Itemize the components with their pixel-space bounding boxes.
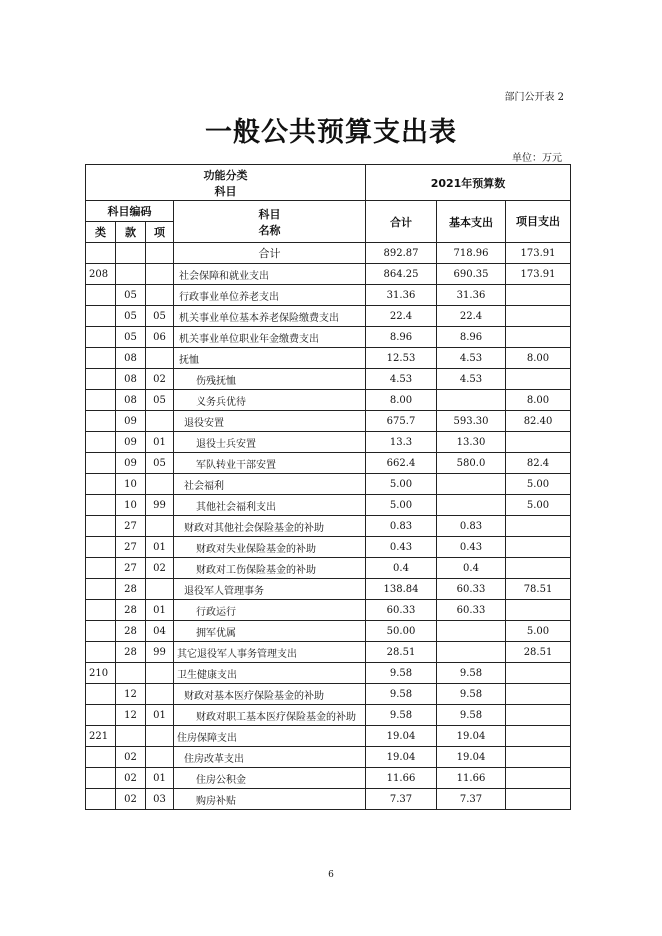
project-cell [506,285,571,306]
kuan-cell: 12 [116,705,146,726]
budget-year-header: 2021年预算数 [366,165,571,201]
lei-header: 类 [86,222,116,243]
xiang-cell: 01 [146,432,174,453]
lei-cell [86,600,116,621]
basic-cell: 9.58 [437,663,506,684]
total-cell: 4.53 [366,369,437,390]
lei-cell [86,495,116,516]
subject-name-line1: 科目 [258,207,281,221]
basic-cell: 690.35 [437,264,506,285]
page-title: 一般公共预算支出表 [205,117,457,148]
xiang-cell [146,516,174,537]
subject-name-cell: 其它退役军人事务管理支出 [174,642,366,663]
xiang-cell [146,474,174,495]
basic-cell: 4.53 [437,369,506,390]
xiang-cell: 01 [146,537,174,558]
table-row [86,579,571,600]
lei-cell [86,369,116,390]
project-cell [506,789,571,810]
kuan-cell: 27 [116,537,146,558]
table-row [86,516,571,537]
total-cell: 675.7 [366,411,437,432]
project-cell: 82.4 [506,453,571,474]
table-row [86,537,571,558]
subject-name-cell: 行政事业单位养老支出 [174,285,366,306]
kuan-cell: 28 [116,621,146,642]
project-cell [506,684,571,705]
xiang-cell: 01 [146,705,174,726]
basic-cell [437,474,506,495]
kuan-cell: 10 [116,495,146,516]
total-cell: 7.37 [366,789,437,810]
xiang-cell: 99 [146,495,174,516]
code-group-header: 科目编码 [86,201,174,222]
project-cell: 82.40 [506,411,571,432]
project-cell [506,747,571,768]
table-row [86,558,571,579]
lei-cell [86,642,116,663]
kuan-cell: 09 [116,432,146,453]
subject-name-cell: 财政对工伤保险基金的补助 [174,558,366,579]
table-row [86,768,571,789]
total-row-label: 合计 [174,243,366,264]
subject-name-cell: 退役安置 [174,411,366,432]
basic-cell: 13.30 [437,432,506,453]
project-cell: 8.00 [506,390,571,411]
subject-name-cell: 其他社会福利支出 [174,495,366,516]
basic-cell: 9.58 [437,705,506,726]
lei-cell [86,621,116,642]
basic-cell: 8.96 [437,327,506,348]
total-cell: 5.00 [366,495,437,516]
subject-name-cell: 伤残抚恤 [174,369,366,390]
total-cell: 22.4 [366,306,437,327]
subject-name-cell: 退役军人管理事务 [174,579,366,600]
kuan-header: 款 [116,222,146,243]
subject-name-cell: 财政对基本医疗保险基金的补助 [174,684,366,705]
kuan-cell [116,663,146,684]
total-cell: 8.00 [366,390,437,411]
basic-cell: 31.36 [437,285,506,306]
total-cell: 662.4 [366,453,437,474]
subject-name-cell: 财政对职工基本医疗保险基金的补助 [174,705,366,726]
project-cell: 5.00 [506,474,571,495]
basic-cell: 593.30 [437,411,506,432]
kuan-cell: 05 [116,285,146,306]
table-row [86,621,571,642]
xiang-cell [146,684,174,705]
kuan-cell [116,264,146,285]
basic-cell [437,621,506,642]
xiang-cell: 06 [146,327,174,348]
lei-cell [86,348,116,369]
project-cell [506,306,571,327]
subject-name-cell: 退役士兵安置 [174,432,366,453]
project-cell [506,537,571,558]
project-cell [506,516,571,537]
project-cell: 28.51 [506,642,571,663]
table-row [86,327,571,348]
total-cell: 9.58 [366,684,437,705]
xiang-cell [146,285,174,306]
subject-name-cell: 军队转业干部安置 [174,453,366,474]
table-row [86,747,571,768]
project-cell [506,327,571,348]
table-row [86,642,571,663]
table-row [86,348,571,369]
basic-header: 基本支出 [437,201,506,243]
table-row [86,789,571,810]
total-cell: 9.58 [366,705,437,726]
basic-cell: 7.37 [437,789,506,810]
basic-cell [437,390,506,411]
subject-name-cell: 机关事业单位职业年金缴费支出 [174,327,366,348]
total-cell: 50.00 [366,621,437,642]
lei-cell: 208 [86,264,116,285]
total-cell: 13.3 [366,432,437,453]
kuan-cell: 28 [116,642,146,663]
total-cell: 0.83 [366,516,437,537]
kuan-cell: 05 [116,327,146,348]
xiang-cell [146,579,174,600]
basic-cell: 9.58 [437,684,506,705]
document-label: 部门公开表 2 [504,92,564,103]
subject-label: 科目 [214,184,237,198]
project-cell [506,558,571,579]
lei-cell [86,768,116,789]
total-cell: 11.66 [366,768,437,789]
total-row-total: 892.87 [366,243,437,264]
subject-name-cell: 财政对其他社会保险基金的补助 [174,516,366,537]
kuan-cell: 27 [116,516,146,537]
project-cell: 173.91 [506,264,571,285]
kuan-cell: 09 [116,411,146,432]
basic-cell [437,642,506,663]
basic-cell [437,495,506,516]
xiang-cell: 01 [146,600,174,621]
kuan-cell: 28 [116,600,146,621]
project-cell [506,726,571,747]
basic-cell: 22.4 [437,306,506,327]
subject-name-cell: 购房补贴 [174,789,366,810]
project-cell [506,600,571,621]
lei-cell: 221 [86,726,116,747]
total-header: 合计 [366,201,437,243]
basic-cell: 0.4 [437,558,506,579]
func-class-header [86,165,366,201]
xiang-cell: 02 [146,558,174,579]
total-row [86,243,571,264]
table-row [86,369,571,390]
lei-cell [86,558,116,579]
total-kuan-cell [116,243,146,264]
lei-cell [86,306,116,327]
total-cell: 864.25 [366,264,437,285]
total-cell: 138.84 [366,579,437,600]
subject-name-line2: 名称 [258,223,281,237]
table-row [86,306,571,327]
subject-name-cell: 社会福利 [174,474,366,495]
total-cell: 12.53 [366,348,437,369]
project-header: 项目支出 [506,201,571,243]
kuan-cell: 08 [116,348,146,369]
lei-cell [86,747,116,768]
project-cell: 8.00 [506,348,571,369]
kuan-cell: 10 [116,474,146,495]
basic-cell: 4.53 [437,348,506,369]
basic-cell: 11.66 [437,768,506,789]
lei-cell [86,285,116,306]
subject-name-cell: 财政对失业保险基金的补助 [174,537,366,558]
table-row [86,390,571,411]
header-row-1 [86,165,571,201]
total-cell: 60.33 [366,600,437,621]
xiang-header: 项 [146,222,174,243]
subject-name-cell: 住房保障支出 [174,726,366,747]
kuan-cell: 02 [116,768,146,789]
lei-cell [86,789,116,810]
kuan-cell: 08 [116,390,146,411]
page-number: 6 [328,870,334,880]
lei-cell [86,579,116,600]
table-row [86,726,571,747]
xiang-cell [146,264,174,285]
project-cell [506,369,571,390]
subject-name-cell: 卫生健康支出 [174,663,366,684]
header-row-2 [86,201,571,222]
kuan-cell: 27 [116,558,146,579]
total-cell: 19.04 [366,747,437,768]
total-cell: 31.36 [366,285,437,306]
xiang-cell: 99 [146,642,174,663]
basic-cell: 0.43 [437,537,506,558]
kuan-cell [116,726,146,747]
xiang-cell [146,348,174,369]
lei-cell [86,411,116,432]
basic-cell: 0.83 [437,516,506,537]
total-lei-cell [86,243,116,264]
unit-label: 单位：万元 [512,153,562,164]
lei-cell: 210 [86,663,116,684]
lei-cell [86,684,116,705]
xiang-cell: 05 [146,390,174,411]
total-row-basic: 718.96 [437,243,506,264]
project-cell [506,663,571,684]
total-cell: 8.96 [366,327,437,348]
subject-name-cell: 住房公积金 [174,768,366,789]
func-class-label: 功能分类 [203,168,248,182]
lei-cell [86,390,116,411]
project-cell: 5.00 [506,495,571,516]
kuan-cell: 09 [116,453,146,474]
total-row-project: 173.91 [506,243,571,264]
xiang-cell [146,411,174,432]
kuan-cell: 12 [116,684,146,705]
xiang-cell: 01 [146,768,174,789]
table-row [86,495,571,516]
lei-cell [86,327,116,348]
table-row [86,600,571,621]
subject-name-cell: 机关事业单位基本养老保险缴费支出 [174,306,366,327]
lei-cell [86,432,116,453]
xiang-cell: 04 [146,621,174,642]
xiang-cell: 05 [146,453,174,474]
table-row [86,663,571,684]
kuan-cell: 28 [116,579,146,600]
lei-cell [86,705,116,726]
project-cell [506,705,571,726]
basic-cell: 580.0 [437,453,506,474]
xiang-cell [146,726,174,747]
total-cell: 19.04 [366,726,437,747]
total-cell: 5.00 [366,474,437,495]
table-row [86,432,571,453]
lei-cell [86,537,116,558]
table-row [86,264,571,285]
subject-name-cell: 社会保障和就业支出 [174,264,366,285]
table-row [86,453,571,474]
project-cell: 5.00 [506,621,571,642]
kuan-cell: 02 [116,789,146,810]
total-cell: 9.58 [366,663,437,684]
table-row [86,411,571,432]
basic-cell: 60.33 [437,600,506,621]
table-row [86,285,571,306]
xiang-cell [146,663,174,684]
xiang-cell: 03 [146,789,174,810]
basic-cell: 19.04 [437,747,506,768]
total-cell: 28.51 [366,642,437,663]
project-cell [506,432,571,453]
total-cell: 0.4 [366,558,437,579]
xiang-cell: 05 [146,306,174,327]
total-xiang-cell [146,243,174,264]
lei-cell [86,474,116,495]
subject-name-cell: 住房改革支出 [174,747,366,768]
kuan-cell: 08 [116,369,146,390]
kuan-cell: 02 [116,747,146,768]
subject-name-cell: 拥军优属 [174,621,366,642]
table-row [86,474,571,495]
kuan-cell: 05 [116,306,146,327]
subject-name-cell: 抚恤 [174,348,366,369]
table-row [86,684,571,705]
subject-name-cell: 行政运行 [174,600,366,621]
lei-cell [86,453,116,474]
lei-cell [86,516,116,537]
project-cell: 78.51 [506,579,571,600]
table-row [86,705,571,726]
budget-table [85,164,571,810]
project-cell [506,768,571,789]
subject-name-header [174,201,366,243]
subject-name-cell: 义务兵优待 [174,390,366,411]
xiang-cell [146,747,174,768]
xiang-cell: 02 [146,369,174,390]
basic-cell: 19.04 [437,726,506,747]
total-cell: 0.43 [366,537,437,558]
basic-cell: 60.33 [437,579,506,600]
